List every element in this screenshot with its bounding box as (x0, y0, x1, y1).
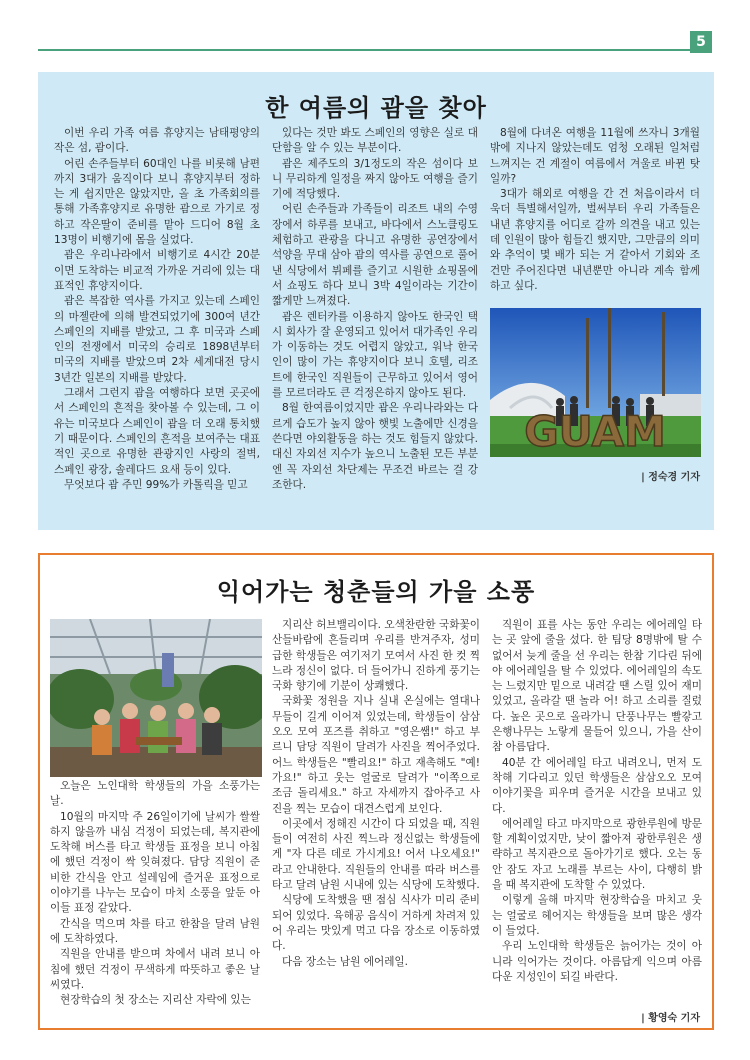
paragraph: 괌은 우리나라에서 비행기로 4시간 20분이면 도착하는 비교적 가까운 거리에 있는 대표적인 휴양지이다. (54, 249, 260, 292)
paragraph: 이렇게 올해 마지막 현장학습을 마치고 웃는 얼굴로 헤어지는 학생들을 보며 많은 생각이 들었다. (492, 894, 702, 937)
article-guam-column-3 (490, 126, 700, 306)
article-guam-column-2 (272, 126, 478, 526)
paragraph: 직원을 안내를 받으며 차에서 내려 보니 아침에 했던 걱정이 무색하게 따뜻하고 좋은 날씨였다. (50, 948, 260, 991)
paragraph: 다음 장소는 남원 에어레일. (282, 955, 409, 968)
paragraph: 괌은 복잡한 역사를 가지고 있는데 스페인의 마젤란에 의해 발견되었기에 300여 년간 스페인의 지배를 받았고, 그 후 미국과 스페인의 전쟁에서 미국의 승리로 1898년부터 미국의 지배를 받았으며 2차 세계대전 당시 3년간 일본의 지배를 받았다. (54, 295, 260, 384)
article-picnic-byline: | 황영숙 기자 (641, 1013, 700, 1024)
article-guam (38, 72, 714, 530)
paragraph: 우리 노인대학 학생들은 늙어가는 것이 아니라 익어가는 것이다. 아름답게 익으며 아름다운 지성인이 되길 바란다. (492, 940, 702, 983)
article-guam-headline: 한 여름의 괌을 찾아 (265, 94, 487, 122)
article-picnic-column-1 (50, 779, 260, 1027)
paragraph: 40분 간 에어레일 타고 내려오니, 먼저 도착해 기다리고 있던 학생들은 삼삼오오 모여 이야기꽃을 피우며 즐거운 시간을 보내고 있다. (492, 756, 702, 815)
article-guam-byline: | 정숙경 기자 (641, 472, 700, 483)
top-rule (38, 49, 700, 51)
article-autumn-picnic (38, 553, 714, 1030)
paragraph: 있다는 것만 봐도 스페인의 영향은 실로 대단함을 알 수 있는 부분이다. (272, 127, 478, 155)
guam-sign-letters: GUAM (524, 407, 666, 456)
article-guam-column-1 (54, 126, 260, 526)
page-number: 5 (690, 31, 712, 53)
paragraph: 에어레일 타고 마지막으로 광한루원에 방문할 계획이었지만, 낮이 짧아져 광한루원은 생략하고 복지관으로 돌아가기로 했다. 오는 동안 잠도 자고 노래를 부르는 사이, 다행히 밝을 때 복지관에 도착할 수 있었다. (492, 817, 702, 892)
paragraph: 8월에 다녀온 여행을 11월에 쓰자니 3개월밖에 지나지 않았는데도 엄청 오래된 일처럼 느껴지는 건 계절이 여름에서 겨울로 바뀐 탓일까? (490, 127, 700, 185)
paragraph: 10월의 마지막 주 26일이기에 날씨가 쌀쌀하지 않을까 내심 걱정이 되었는데, 복지관에 도착해 버스를 타고 학생들 표정을 보니 아침에 했던 걱정이 싹 잊혀졌다. 담당 직원이 준비한 간식을 안고 설레임에 즐거운 표정으로 이야기를 나누는 모습이 마치 소풍을 앞둔 아이들 표정 같았다. (50, 810, 260, 915)
guam-group-photo (490, 308, 701, 457)
article-picnic-column-3 (492, 618, 702, 998)
paragraph: 괌은 렌터카를 이용하지 않아도 한국인 택시 회사가 잘 운영되고 있어서 대가족인 우리가 이동하는 것도 어렵지 않았고, 워낙 한국인이 많이 가는 휴양지이다 보니 호텔, 리조트에 한국인 직원들이 근무하고 있어서 영어를 모르더라도 큰 걱정은하지 않아도 된다. (272, 310, 478, 400)
paragraph: 무엇보다 괌 주민 99%가 카톨릭을 믿고 (64, 478, 248, 491)
paragraph: 현장학습의 첫 장소는 지리산 자락에 있는 (60, 994, 251, 1007)
paragraph: 직원이 표를 사는 동안 우리는 에어레일 타는 곳 앞에 줄을 섰다. 한 팀당 8명밖에 탈 수 없어서 늦게 줄을 선 우리는 한참 기다린 뒤에야 에어레일을 탈 수 있었다. 에어레일의 속도는 느렸지만 밑으로 내려갈 땐 스릴 있어 재미있었고, 올라갈 땐 놀라 어! 하고 소리를 질렀다. 높은 곳으로 올라가니 단풍나무는 빨갛고 은행나무는 노랗게 물들어 있으니, 가을 산이 참 아름답다. (492, 619, 702, 754)
paragraph: 3대가 해외로 여행을 간 건 처음이라서 더욱더 특별해서일까, 벌써부터 우리 가족들은 내년 휴양지를 어디로 갈까 의견을 내고 있는데 인원이 많아 힘들긴 했지만, 그만큼의 의미와 추억이 몇 배가 되는 거 같아서 기회와 조건만 주어진다면 내년뿐만 아니라 계속 함께하고 싶다. (490, 188, 700, 292)
paragraph: 오늘은 노인대학 학생들의 가을 소풍가는 날. (50, 780, 260, 808)
article-picnic-column-2 (272, 618, 480, 1023)
paragraph: 이번 우리 가족 여름 휴양지는 남태평양의 작은 섬, 괌이다. (54, 127, 260, 155)
paragraph: 어린 손주들과 가족들이 리조트 내의 수영장에서 하루를 보내고, 바다에서 스노클링도 체험하고 관광을 다니고 유명한 공연장에서 석양을 무대 삼아 괌의 역사를 공연으로 풀어낸 식당에서 뷔페를 즐기고 시원한 쇼핑몰에서 쇼핑도 하다 보니 3박 4일이라는 기간이 짧게만 느껴졌다. (272, 203, 478, 308)
paragraph: 이곳에서 정해진 시간이 다 되었을 때, 직원들이 여전히 사진 찍느라 정신없는 학생들에게 "자 다른 데로 가시게요! 어서 나오세요!" 라고 안내한다. 직원들의 안내를 따라 버스를 타고 달려 남원 시내에 있는 식당에 도착했다. (272, 817, 480, 892)
paragraph: 괌은 제주도의 3/1정도의 작은 섬이다 보니 무리하게 일정을 짜지 않아도 여행을 즐기기에 적당했다. (272, 157, 478, 201)
paragraph: 국화꽃 정원을 지나 실내 온실에는 열대나무들이 길게 이어져 있었는데, 학생들이 삼삼오오 모여 포즈를 취하고 "영은쌤!" 하고 부르니 담당 직원이 달려가 사진을 찍어주었다. 어느 학생들은 "빨리요!" 하고 재촉해도 "예! 가요!" 하고 웃는 얼굴로 달려가 "이쪽으로 조금 돌리세요." 하고 자세까지 잡아주고 사진을 찍는 모습이 대견스럽게 보인다. (272, 695, 480, 815)
article-picnic-headline: 익어가는 청춘들의 가을 소풍 (216, 578, 536, 606)
paragraph: 8월 한여름이었지만 괌은 우리나라와는 다르게 습도가 높지 않아 햇빛 노출에만 신경을 쓴다면 야외활동을 하는 것도 힘들지 않았다. 대신 자외선 지수가 높으니 노출된 모든 부분엔 꼭 자외선 차단제는 무조건 바르는 걸 강조한다. (272, 402, 478, 491)
paragraph: 간식을 먹으며 차를 타고 한참을 달려 남원에 도착하였다. (50, 917, 260, 945)
paragraph: 어린 손주들부터 60대인 나를 비롯해 남편까지 3대가 움직이다 보니 휴양지부터 정하는 게 쉽지만은 않았지만, 올 초 가족회의를 통해 가족휴양지로 유명한 괌으로 가기로 정하고 작은딸이 준비를 맡아 드디어 8월 초 13명이 비행기에 몸을 실었다. (54, 157, 260, 247)
paragraph: 지리산 허브밸리이다. 오색찬란한 국화꽃이 산들바람에 흔들리며 우리를 반겨주자, 성미 급한 학생들은 여기저기 모여서 사진 한 컷 찍느라 정신이 없다. 더 들어가니 진하게 풍기는 국화 향기에 기분이 상쾌했다. (272, 619, 480, 693)
greenhouse-group-photo (50, 619, 262, 777)
paragraph: 그래서 그런지 괌을 여행하다 보면 곳곳에서 스페인의 흔적을 찾아볼 수 있는데, 그 이유는 미국보다 스페인이 괌을 더 오래 통치했기 때문이다. 스페인의 흔적을 보여주는 대표적인 곳으로 유명한 관광지인 사랑의 절벽, 스페인 광장, 솔레다드 요새 등이 있다. (54, 387, 260, 476)
paragraph: 식당에 도착했을 땐 점심 식사가 미리 준비되어 있었다. 육해공 음식이 거하게 차려져 있어 우리는 맛있게 먹고 다음 장소로 이동하였다. (272, 894, 480, 953)
